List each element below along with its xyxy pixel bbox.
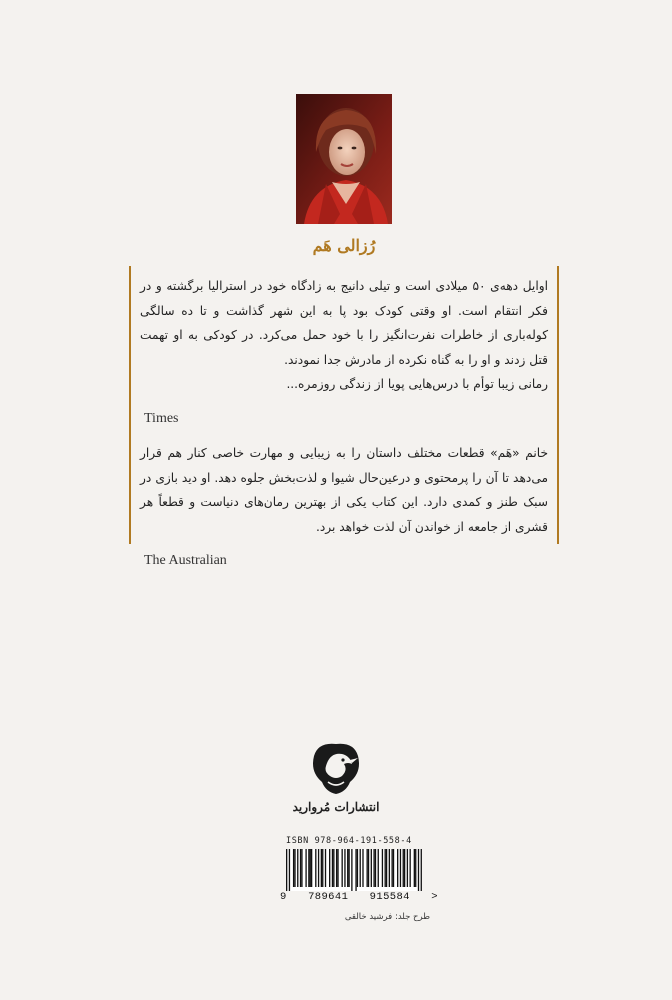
barcode-tail: > [431,891,438,903]
blurb-1-tail: رمانی زیبا توأم با درس‌هایی پویا از زندگی روزمره... [286,377,548,392]
blurb-2-text: خانم «هَم» قطعات مختلف داستان را به زیبایی و مهارت خاصی کنار هم قرار می‌دهد تا آن را پرمحتوی و درعین‌حال شیوا و لذت‌بخش جلوه دهد. او دید بازی در سبک طنز و کمدی دارد. این کتاب یکی از بهترین رمان‌های دنیاست و قطعاً هر قشری از جامعه از خواندن آن لذت خواهد برد. [140,445,548,534]
barcode-bar [336,849,337,887]
barcode-bar [410,849,411,887]
blurb-1-source: Times [144,410,179,426]
barcode-bar [332,849,333,887]
barcode-bar [289,849,290,891]
cover-designer-credit: طرح جلد: فرشید خالقی [344,912,430,922]
barcode-bar [404,849,405,887]
bird-on-vase-icon [302,738,370,798]
barcode-bar [403,849,404,887]
barcode-bar [355,849,356,891]
barcode-bar [366,849,367,887]
barcode-bar [315,849,316,887]
barcode-bar [414,849,415,887]
barcode-bar [375,849,376,887]
barcode-bar [357,849,358,887]
barcode-bar [373,849,374,887]
barcode-bar [305,849,306,887]
barcode-bar [382,849,383,887]
author-portrait [296,94,392,224]
blurb-2-source: The Australian [144,553,227,569]
barcode-bar [311,849,312,887]
barcode-lead-digit: 9 [280,891,287,903]
barcode-bar [300,849,301,887]
barcode-bar [378,849,379,887]
barcode-bar [318,849,319,887]
barcode-bar [389,849,390,887]
barcode-bar [362,849,363,887]
barcode-bar [421,849,422,891]
barcode-bar [415,849,416,887]
barcode-bar [397,849,398,887]
barcode-bar [386,849,387,887]
barcode-group-2: 915584 [369,891,410,903]
barcode-bar [391,849,392,887]
barcode-bar [321,849,322,887]
barcode-bar [407,849,408,887]
barcode-bar [368,849,369,887]
barcode-bar [371,849,372,887]
barcode-group-1: 789641 [308,891,349,903]
isbn-label: ISBN 978-964-191-558-4 [286,836,412,846]
barcode-bar [294,849,295,887]
barcode-bar [308,849,309,887]
barcode-bar [400,849,401,887]
barcode-bar [418,849,419,891]
blurb-1-text: اوایل دهه‌ی ۵۰ میلادی است و تیلی دانیج به زادگاه خود در استرالیا برگشته و در فکر انتقام است. او وقتی کودک بود پا به این شهر گذاشت و تا ده سالگی کوله‌باری از خاطرات نفرت‌انگیز را با خود حمل می‌کرد. در کودکی به او تهمت قتل زدند و او را به گناه نکرده از مادرش جدا نمودند. [140,279,548,367]
publisher-name: انتشارات مُروارید [292,800,380,814]
isbn-barcode [286,849,422,891]
barcode-bar [301,849,302,887]
barcode-bar [385,849,386,887]
barcode-bar [360,849,361,887]
barcode-bar [348,849,349,887]
barcode-digits [280,891,438,903]
blurb-box [129,266,559,569]
barcode-bar [347,849,348,887]
barcode-bar [293,849,294,887]
barcode-bar [325,849,326,887]
barcode-bar [329,849,330,887]
barcode-bar [310,849,311,887]
barcode-bar [297,849,298,887]
barcode-bar [322,849,323,887]
author-photo-illustration [296,94,392,224]
barcode-bar [393,849,394,887]
barcode-bar [342,849,343,887]
barcode-bar [337,849,338,887]
barcode-bar [333,849,334,887]
barcode-bar [344,849,345,887]
barcode-bar [286,849,287,891]
author-name: رُزالی هَم [312,236,376,255]
barcode-bar [351,849,352,891]
